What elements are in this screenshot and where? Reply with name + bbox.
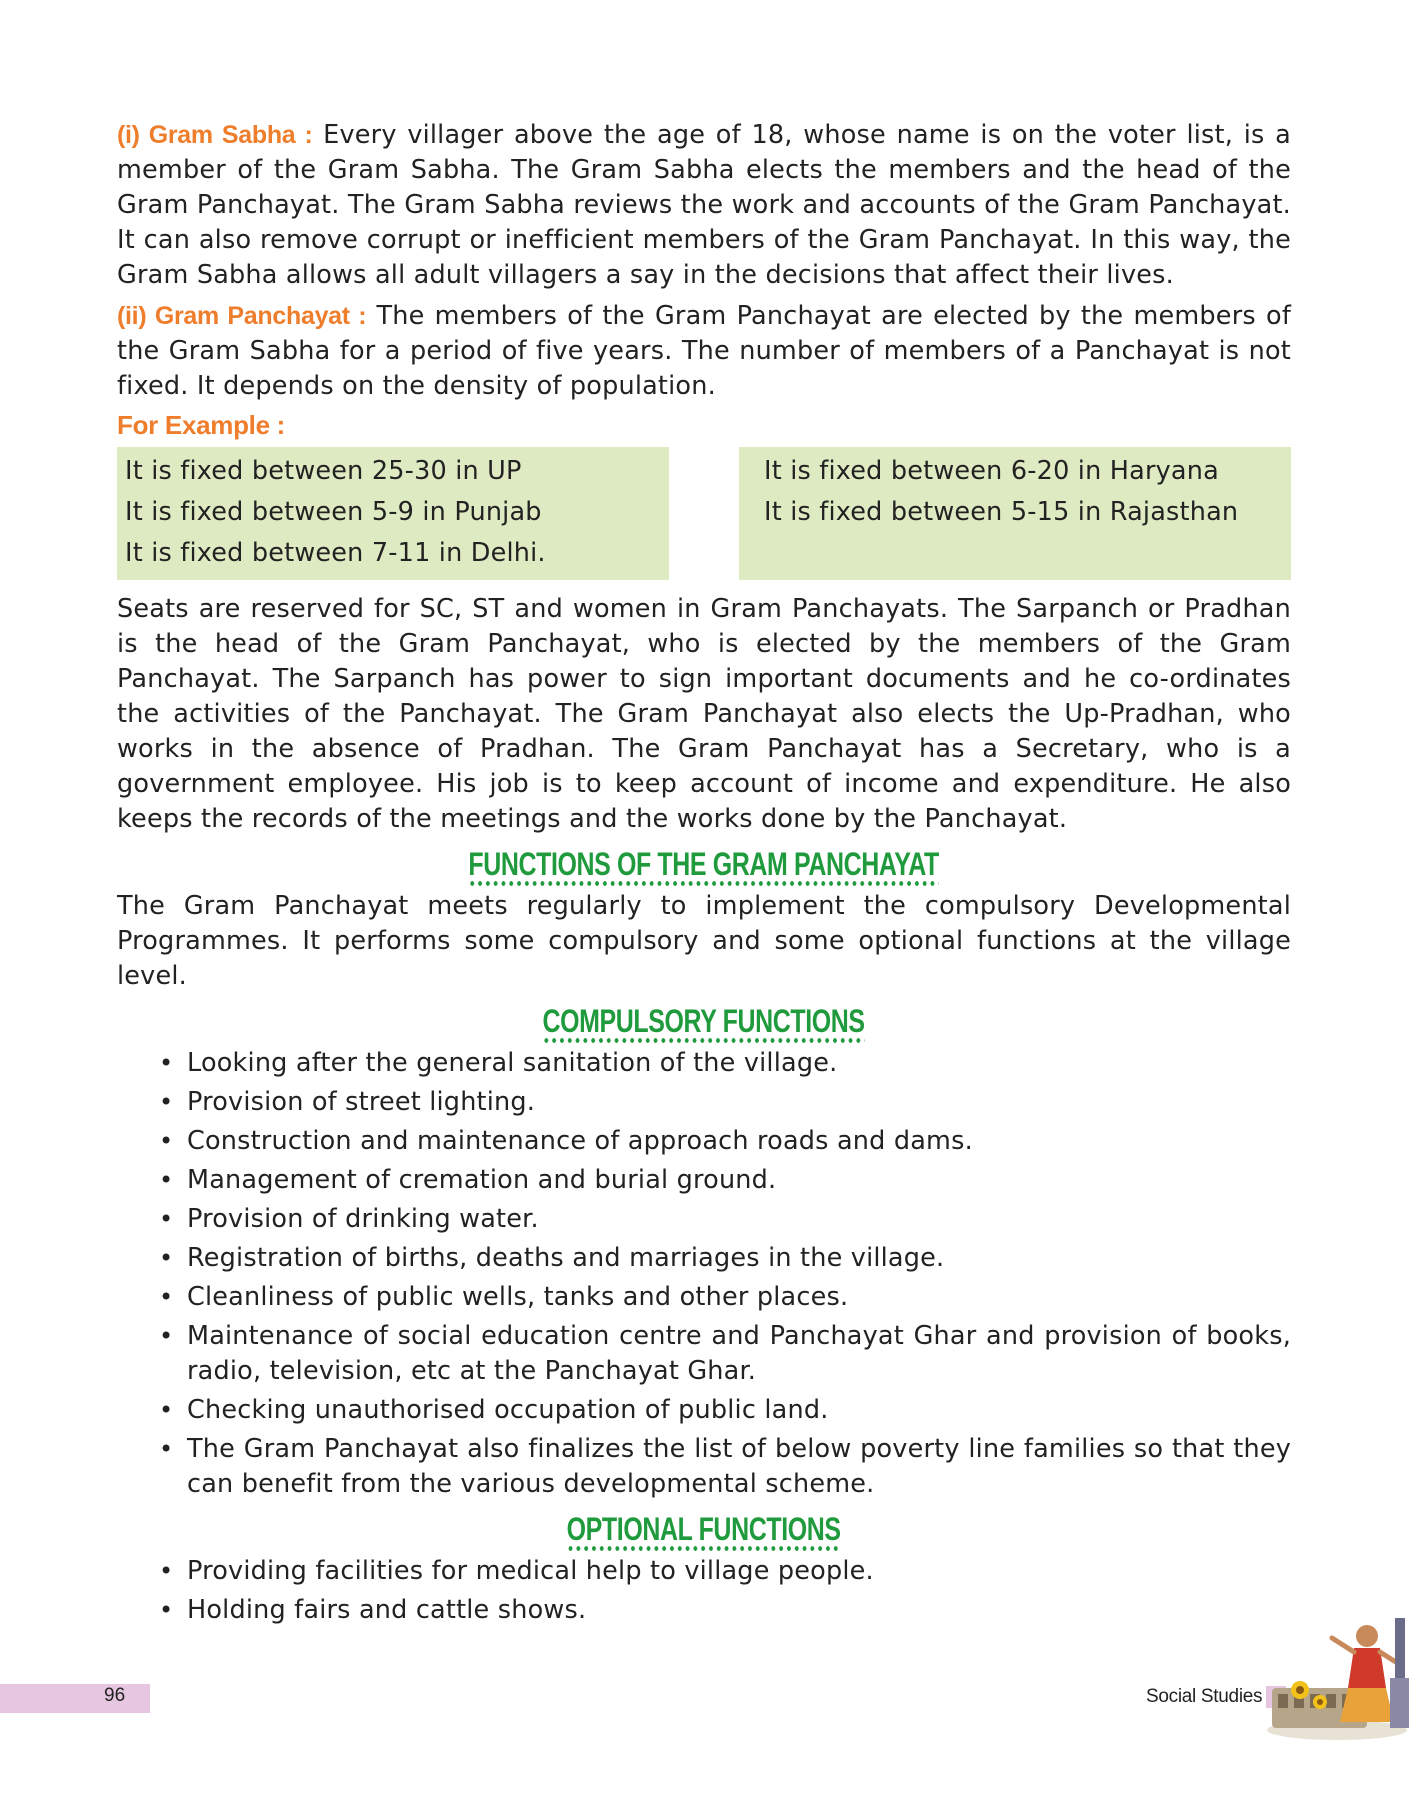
compulsory-heading: COMPULSORY FUNCTIONS [543,1004,865,1044]
functions-heading: FUNCTIONS OF THE GRAM PANCHAYAT [469,847,939,887]
bullet-icon: • [159,1435,174,1463]
bullet-icon: • [159,1166,174,1194]
list-item [157,1593,1291,1628]
bullet-icon: • [159,1322,174,1350]
list-item [157,1319,1291,1389]
list-item-text: Looking after the general sanitation of the village. [187,1048,838,1078]
list-item [157,1046,1291,1081]
bullet-icon: • [159,1283,174,1311]
list-item [157,1432,1291,1502]
book-title: Social Studies [1146,1686,1263,1707]
compulsory-list [117,1046,1291,1502]
list-item [157,1085,1291,1120]
seats-paragraph: Seats are reserved for SC, ST and women in Gram Panchayats. The Sarpanch or Pradhan is the head of the Gram Panchayat, who is elected by the members of the Gram Panchayat. The Sarpanch has power to sign important documents and he co-ordinates the activities of the Panchayat. The Gram Panchayat also elects the Up-Pradhan, who works in the absence of Pradhan. The Gram Panchayat has a Secretary, who is a government employee. His job is to keep account of income and expenditure. He also keeps the records of the meetings and the works done by the Panchayat. [117,594,1291,834]
list-item [157,1280,1291,1315]
optional-heading-wrap [117,1512,1291,1552]
list-item-text: Maintenance of social education centre and Panchayat Ghar and provision of books, radio, television, etc at the Panchayat Ghar. [187,1321,1291,1386]
bullet-icon: • [159,1088,174,1116]
bullet-icon: • [159,1244,174,1272]
list-item [157,1124,1291,1159]
optional-heading: OPTIONAL FUNCTIONS [567,1512,841,1552]
page-number: 96 [104,1685,126,1706]
gram-sabha-lead: (i) Gram Sabha : [117,121,313,149]
list-item [157,1393,1291,1428]
list-item [157,1202,1291,1237]
list-item-text: Providing facilities for medical help to village people. [187,1556,874,1586]
list-item [157,1554,1291,1589]
example-item: It is fixed between 5-15 in Rajasthan [764,497,1239,527]
example-item: It is fixed between 6-20 in Haryana [764,456,1219,486]
example-item: It is fixed between 7-11 in Delhi. [125,538,546,568]
list-item-text: Holding fairs and cattle shows. [187,1595,587,1625]
culture-collage-icon [1262,1618,1409,1748]
optional-list [117,1554,1291,1628]
list-item-text: Management of cremation and burial ground. [187,1165,777,1195]
list-item-text: Provision of drinking water. [187,1204,539,1234]
list-item-text: Provision of street lighting. [187,1087,536,1117]
page-content [117,118,1291,1632]
example-item: It is fixed between 25-30 in UP [125,456,522,486]
examples-box-left [117,447,669,580]
footer-page-tab [0,1684,150,1713]
compulsory-heading-wrap [117,1004,1291,1044]
list-item-text: Cleanliness of public wells, tanks and other places. [187,1282,849,1312]
examples-boxes [117,447,1291,580]
list-item-text: Registration of births, deaths and marriages in the village. [187,1243,945,1273]
gram-panchayat-lead: (ii) Gram Panchayat : [117,302,367,330]
list-item-text: Construction and maintenance of approach roads and dams. [187,1126,973,1156]
bullet-icon: • [159,1049,174,1077]
bullet-icon: • [159,1596,174,1624]
list-item-text: The Gram Panchayat also finalizes the list of below poverty line families so that they can benefit from the various developmental scheme. [187,1434,1291,1499]
functions-paragraph: The Gram Panchayat meets regularly to implement the compulsory Developmental Programmes. It performs some compulsory and some optional functions at the village level. [117,891,1291,991]
bullet-icon: • [159,1127,174,1155]
gram-sabha-paragraph [117,118,1291,293]
gram-sabha-text: Every villager above the age of 18, whose name is on the voter list, is a member of the Gram Sabha. The Gram Sabha elects the members and the head of the Gram Panchayat. The Gram Sabha reviews the work and accounts of the Gram Panchayat. It can also remove corrupt or inefficient members of the Gram Panchayat. In this way, the Gram Sabha allows all adult villagers a say in the decisions that affect their lives. [117,120,1291,290]
bullet-icon: • [159,1557,174,1585]
gram-panchayat-paragraph [117,299,1291,404]
example-item: It is fixed between 5-9 in Punjab [125,497,542,527]
list-item [157,1241,1291,1276]
list-item-text: Checking unauthorised occupation of public land. [187,1395,829,1425]
functions-heading-wrap [117,847,1291,887]
example-label: For Example : [117,410,286,440]
examples-box-right [739,447,1291,580]
bullet-icon: • [159,1396,174,1424]
gram-panchayat-text: The members of the Gram Panchayat are elected by the members of the Gram Sabha for a period of five years. The number of members of a Panchayat is not fixed. It depends on the density of population. [117,301,1292,401]
bullet-icon: • [159,1205,174,1233]
list-item [157,1163,1291,1198]
